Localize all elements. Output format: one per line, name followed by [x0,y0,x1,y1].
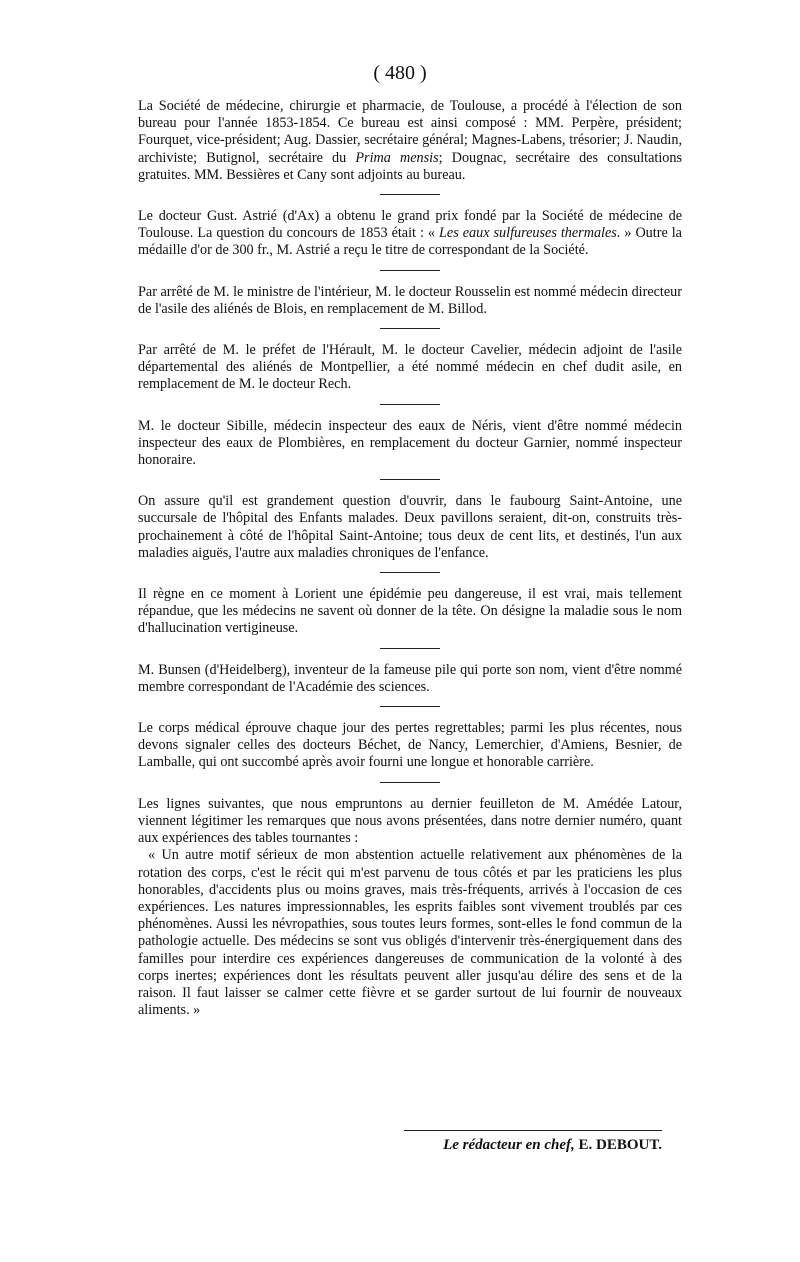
news-paragraph [138,586,682,638]
text-run: M. Bunsen (d'Heidelberg), inventeur de la fameuse pile qui porte son nom, vient d'être nommé membre correspondant de l'Académie des sciences. [138,661,682,695]
item-separator [380,328,440,329]
text-run: La Société de médecine, chirurgie et pharmacie, de Toulouse, a procédé à l'élection de son bureau pour l'année 1853-1854. Ce bureau est ainsi composé : MM. Perpère, président; Fourquet, vice-président; Aug. Dassier, secrétaire général; Magnes-Labens, trésorier; J. Naudin, archiviste; Butignol, secrétaire du [138,98,682,166]
item-separator [380,270,440,271]
news-paragraph [138,284,682,318]
news-item [138,796,682,1020]
news-item [138,662,682,696]
text-run: Le corps médical éprouve chaque jour des pertes regrettables; parmi les plus récentes, nous devons signaler celles des docteurs Béchet, de Nancy, Lemerchier, d'Amiens, Besnier, de Lamballe, qui ont succombé après avoir fourni une longue et honorable carrière. [138,720,682,771]
text-run: On assure qu'il est grandement question d'ouvrir, dans le faubourg Saint-Antoine, une succursale de l'hôpital des Enfants malades. Deux pavillons seraient, dit-on, construits très-prochainement à côté de l'hôpital Saint-Antoine; tous deux de cent lits, et destinés, l'un aux maladies aiguës, l'autre aux maladies chroniques de l'enfance. [138,493,682,561]
news-paragraph [138,796,682,848]
news-item [138,284,682,318]
news-item [138,342,682,394]
news-paragraph [138,847,682,1019]
news-paragraph [138,98,682,184]
news-items [138,98,682,1019]
item-separator [380,479,440,480]
text-run: Par arrêté de M. le ministre de l'intérieur, M. le docteur Rousselin est nommé médecin directeur de l'asile des aliénés de Blois, en remplacement de M. Billod. [138,283,682,317]
page-number: ( 480 ) [373,62,427,84]
news-paragraph [138,418,682,470]
signature-rule [404,1130,662,1131]
news-paragraph [138,493,682,562]
news-item [138,98,682,184]
news-item [138,493,682,562]
item-separator [380,194,440,195]
text-run: ; Dougnac, secrétaire des consultations gratuites. MM. Bessières et Cany sont adjoints au bureau. [138,149,683,183]
text-run: Les lignes suivantes, que nous empruntons au dernier feuilleton de M. Amédée Latour, viennent légitimer les remarques que nous avons présentées, dans notre dernier numéro, quant aux expériences des tables tournantes : [138,795,682,847]
news-paragraph [138,662,682,696]
text-run: Le docteur Gust. Astrié (d'Ax) a obtenu le grand prix fondé par la Société de médecine de Toulouse. La question du concours de 1853 était : « [138,208,682,242]
item-separator [380,706,440,707]
news-paragraph [138,208,682,260]
item-separator [380,648,440,649]
news-item [138,720,682,772]
news-paragraph [138,342,682,394]
news-paragraph [138,720,682,772]
text-run: Par arrêté de M. le préfet de l'Hérault, M. le docteur Cavelier, médecin adjoint de l'asile départemental des aliénés de Montpellier, a été nommé médecin en chef dudit asile, en remplacement de M. le docteur Rech. [138,342,682,393]
item-separator [380,404,440,405]
text-run: Il règne en ce moment à Lorient une épidémie peu dangereuse, il est vrai, mais tellement répandue, que les médecins ne savent où donner de la tête. On désigne la maladie sous le nom d'hallucination vertigineuse. [138,586,682,637]
news-item [138,586,682,638]
text-run: M. le docteur Sibille, médecin inspecteur des eaux de Néris, vient d'être nommé médecin inspecteur des eaux de Plombières, en remplacement du docteur Garnier, nommé inspecteur honoraire. [138,417,682,469]
text-run: . » Outre la médaille d'or de 300 fr., M. Astrié a reçu le titre de correspondant de la Société. [138,225,682,259]
item-separator [380,782,440,783]
news-item [138,208,682,260]
text-run: « Un autre motif sérieux de mon abstention actuelle relativement aux phénomènes de la rotation des corps, c'est le récit qui m'est parvenu de tous côtés et par les praticiens les plus honorables, d'accidents plus ou moins graves, mais très-fréquents, arrivés à l'occasion de ces expériences. Les natures impressionnables, les esprits faibles sont vivement troublés par ces phénomènes. Aussi les névropathies, sous toutes leurs formes, sont-elles le fond commun de la pathologie actuelle. Des médecins se sont vus obligés d'intervenir très-énergiquement dans des familles pour interdire ces expériences dangereuses de communication de la volonté à des corps inertes; expériences dont les résultats peuvent aller jusqu'au délire des sens et de la raison. Il faut laisser se calmer cette fièvre et se garder surtout de lui fournir de nouveaux aliments. » [138,847,682,1019]
signature-role: Le rédacteur en chef, [443,1137,575,1153]
news-item [138,418,682,470]
signature-name: E. DEBOUT. [578,1137,662,1153]
item-separator [380,572,440,573]
signature [443,1137,662,1154]
italic-text: Les eaux sulfureuses thermales [439,225,617,242]
italic-text: Prima mensis [355,149,439,166]
